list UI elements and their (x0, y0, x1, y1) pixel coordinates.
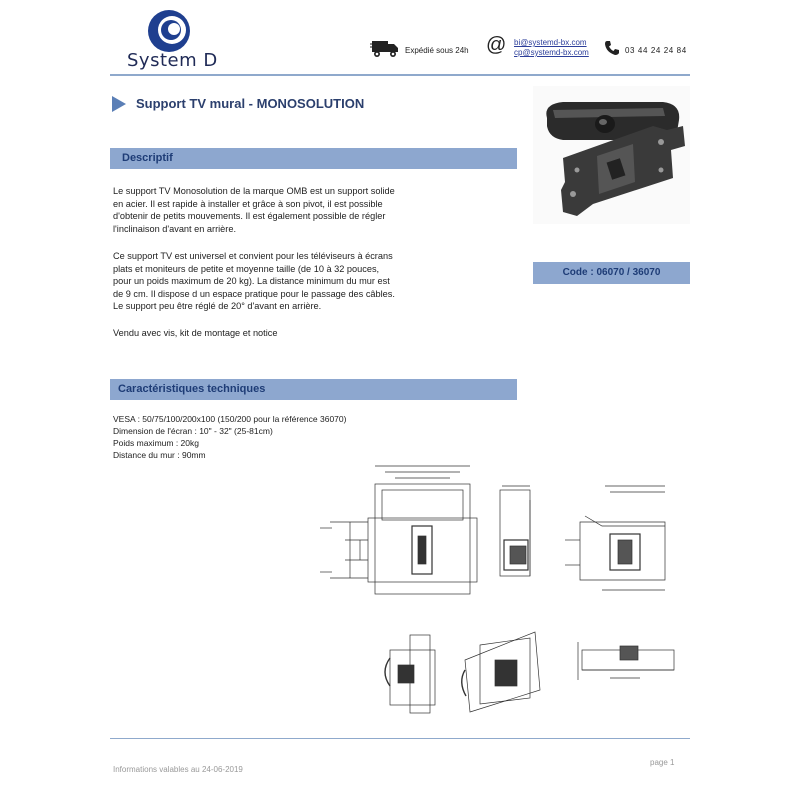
text-line: en acier. Il est rapide à installer et grâce à son pivot, il est possible (113, 198, 383, 209)
text-line: Le support TV Monosolution de la marque OMB est un support solide (113, 186, 395, 196)
page-number: page 1 (650, 758, 675, 767)
section-header-description: Descriptif (110, 148, 517, 169)
text-line: d'obtenir de petits mouvements. Il est également possible de régler (113, 211, 386, 221)
brand-logo-icon (146, 8, 192, 54)
drawing-bottom-view (578, 642, 674, 680)
description-paragraph-2 (113, 250, 443, 313)
drawing-top-view (565, 486, 665, 590)
description-paragraph-3: Vendu avec vis, kit de montage et notice (113, 328, 278, 338)
drawing-front-view (320, 466, 477, 594)
drawing-perspective-1 (385, 635, 435, 713)
arrow-right-icon (112, 96, 126, 112)
email-link-1[interactable]: bi@systemd-bx.com (514, 38, 587, 47)
spec-wall-distance: Distance du mur : 90mm (113, 450, 206, 460)
spec-max-weight: Poids maximum : 20kg (113, 438, 199, 448)
validity-date: Informations valables au 24-06-2019 (113, 765, 243, 774)
drawing-perspective-2 (462, 632, 540, 712)
phone-icon (604, 40, 620, 56)
description-paragraph-1 (113, 185, 443, 235)
technical-drawings (320, 460, 690, 720)
text-line: Ce support TV est universel et convient pour les téléviseurs à écrans (113, 251, 393, 261)
truck-icon (370, 38, 400, 58)
product-code: Code : 06070 / 36070 (533, 262, 690, 284)
phone-number: 03 44 24 24 84 (625, 46, 687, 55)
drawing-side-view (500, 486, 530, 576)
text-line: Le support peu être réglé de 20° d'avant en arrière. (113, 301, 322, 311)
text-line: l'inclinaison d'avant en arrière. (113, 223, 237, 234)
spec-vesa: VESA : 50/75/100/200x100 (150/200 pour la référence 36070) (113, 414, 347, 424)
brand-name: System D (127, 50, 218, 71)
spec-screen-size: Dimension de l'écran : 10" - 32" (25-81cm) (113, 426, 273, 436)
at-icon: @ (486, 34, 507, 56)
text-line: plats et moniteurs de petite et moyenne taille (de 10 à 32 pouces, (113, 263, 380, 274)
email-link-2[interactable]: cp@systemd-bx.com (514, 48, 589, 57)
footer-divider (110, 738, 690, 739)
section-header-technical: Caractéristiques techniques (110, 379, 517, 400)
header-divider (110, 74, 690, 76)
product-photo (533, 86, 690, 224)
shipping-info: Expédié sous 24h (405, 46, 469, 55)
page-title: Support TV mural - MONOSOLUTION (136, 96, 365, 111)
text-line: de 9 cm. Il dispose d un espace pratique pour le passage des câbles. (113, 288, 395, 299)
text-line: pour un poids maximum de 20 kg). La distance minimum du mur est (113, 276, 390, 286)
